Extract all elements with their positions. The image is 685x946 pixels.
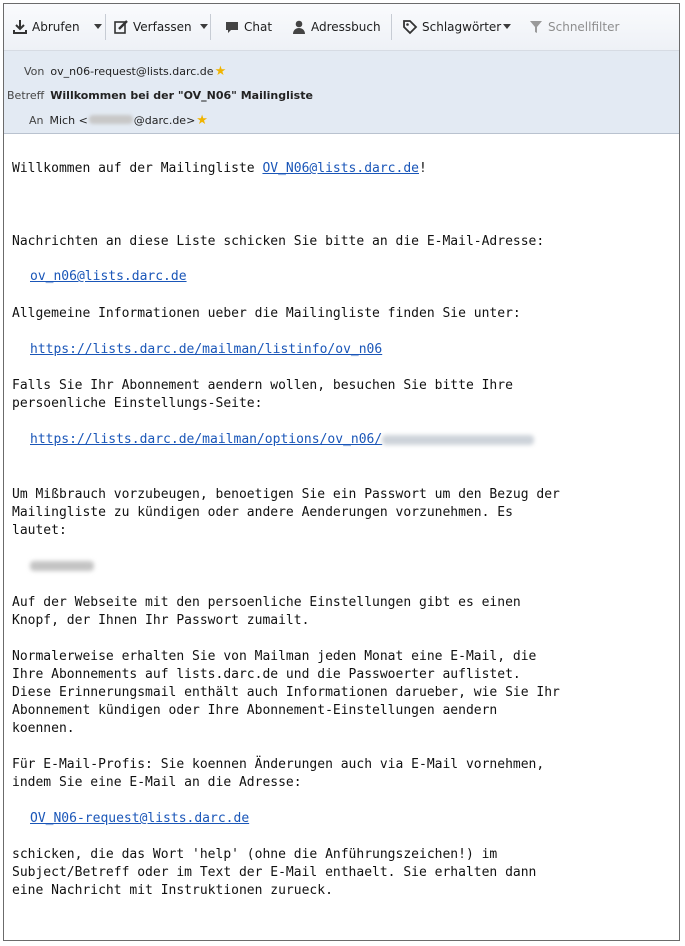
normal-line-2: Ihre Abonnements auf lists.darc.de und die Passwoerter auflistet.	[12, 667, 521, 682]
web-line-2: Knopf, der Ihnen Ihr Passwort zumailt.	[12, 613, 310, 628]
subject-label: Betreff	[7, 88, 45, 102]
quickfilter-button[interactable]	[528, 17, 619, 37]
list-link[interactable]: OV_N06@lists.darc.de	[262, 161, 419, 176]
password-line-1: Um Mißbrauch vorzubeugen, benoetigen Sie ein Passwort um den Bezug der	[12, 487, 560, 502]
send-line: Nachrichten an diese Liste schicken Sie bitte an die E-Mail-Adresse:	[12, 234, 545, 249]
normal-line-1: Normalerweise erhalten Sie von Mailman jeden Monat eine E-Mail, die	[12, 649, 537, 664]
star-icon[interactable]: ★	[214, 63, 227, 79]
addressbook-label: Adressbuch	[311, 20, 381, 34]
get-messages-button[interactable]	[12, 17, 80, 37]
to-address[interactable]	[50, 114, 196, 127]
normal-line-3: Diese Erinnerungsmail enthält auch Informationen darueber, wie Sie Ihr	[12, 685, 560, 700]
to-row	[29, 112, 208, 128]
compose-label: Verfassen	[133, 20, 192, 34]
end-line-1: schicken, die das Wort 'help' (ohne die Anführungszeichen!) im	[12, 847, 498, 862]
chat-label: Chat	[244, 20, 273, 34]
from-label: Von	[24, 64, 45, 78]
normal-line-5: koennen.	[12, 721, 75, 736]
pro-line-2: indem Sie eine E-Mail an die Adresse:	[12, 775, 302, 790]
get-messages-dropdown-icon[interactable]	[94, 24, 102, 29]
list-address-text[interactable]: ov_n06@lists.darc.de	[30, 269, 187, 284]
welcome-text: Willkommen auf der Mailingliste	[12, 161, 263, 176]
toolbar-separator	[391, 14, 392, 40]
end-line-2: Subject/Betreff oder im Text der E-Mail enthaelt. Sie erhalten dann	[12, 865, 537, 880]
web-line-1: Auf der Webseite mit den persoenliche Einstellungen gibt es einen	[12, 595, 521, 610]
person-icon	[291, 19, 307, 35]
chat-button[interactable]	[224, 17, 272, 37]
options-link[interactable]	[30, 431, 534, 449]
redacted-password-blur	[30, 561, 94, 571]
from-address[interactable]: ov_n06-request@lists.darc.de	[50, 64, 214, 78]
password-line-2: Mailingliste zu kündigen oder andere Aenderungen vorzunehmen. Es	[12, 505, 513, 520]
redacted-name	[89, 115, 133, 124]
pencil-icon	[113, 19, 129, 35]
request-address-link[interactable]	[30, 810, 249, 828]
mail-window	[3, 3, 680, 941]
redacted-options-tail	[382, 435, 534, 445]
listinfo-link[interactable]	[30, 341, 382, 359]
welcome-punct: !	[419, 161, 427, 176]
chat-bubble-icon	[224, 19, 240, 35]
from-row	[24, 63, 226, 79]
quickfilter-label: Schnellfilter	[548, 20, 620, 34]
compose-dropdown-icon[interactable]	[200, 24, 208, 29]
filter-funnel-icon	[528, 19, 544, 35]
addressbook-button[interactable]	[291, 17, 381, 37]
list-address-link[interactable]	[30, 268, 187, 286]
welcome-line	[12, 160, 427, 178]
toolbar-separator	[210, 14, 211, 40]
download-icon	[12, 19, 28, 35]
end-line-3: eine Nachricht mit Instruktionen zurueck.	[12, 883, 333, 898]
redacted-password	[30, 557, 94, 575]
listinfo-url[interactable]: https://lists.darc.de/mailman/listinfo/ov_n06	[30, 342, 383, 357]
info-line: Allgemeine Informationen ueber die Mailingliste finden Sie unter:	[12, 306, 521, 321]
to-suffix: @darc.de>	[133, 113, 196, 127]
pro-line-1: Für E-Mail-Profis: Sie koennen Änderungen auch via E-Mail vornehmen,	[12, 757, 545, 772]
change-line-1: Falls Sie Ihr Abonnement aendern wollen, besuchen Sie bitte Ihre	[12, 378, 513, 393]
to-label: An	[29, 113, 44, 127]
tags-button[interactable]	[402, 17, 501, 37]
tags-label: Schlagwörter	[422, 20, 502, 34]
subject-row	[7, 87, 313, 103]
options-url[interactable]: https://lists.darc.de/mailman/options/ov_n06/	[30, 432, 383, 447]
subject-value: Willkommen bei der "OV_N06" Mailingliste	[50, 88, 313, 102]
compose-button[interactable]	[113, 17, 192, 37]
message-body	[4, 134, 679, 940]
get-messages-label: Abrufen	[32, 20, 80, 34]
toolbar	[4, 4, 679, 51]
toolbar-separator	[105, 14, 106, 40]
normal-line-4: Abonnement kündigen oder Ihre Abonnement-Einstellungen aendern	[12, 703, 498, 718]
request-address-text[interactable]: OV_N06-request@lists.darc.de	[30, 811, 250, 826]
message-header	[4, 51, 679, 134]
to-prefix: Mich <	[49, 113, 88, 127]
tag-icon	[402, 19, 418, 35]
tags-dropdown-icon[interactable]	[503, 24, 511, 29]
star-icon[interactable]: ★	[196, 112, 208, 128]
change-line-2: persoenliche Einstellungs-Seite:	[12, 396, 263, 411]
password-line-3: lautet:	[12, 523, 67, 538]
